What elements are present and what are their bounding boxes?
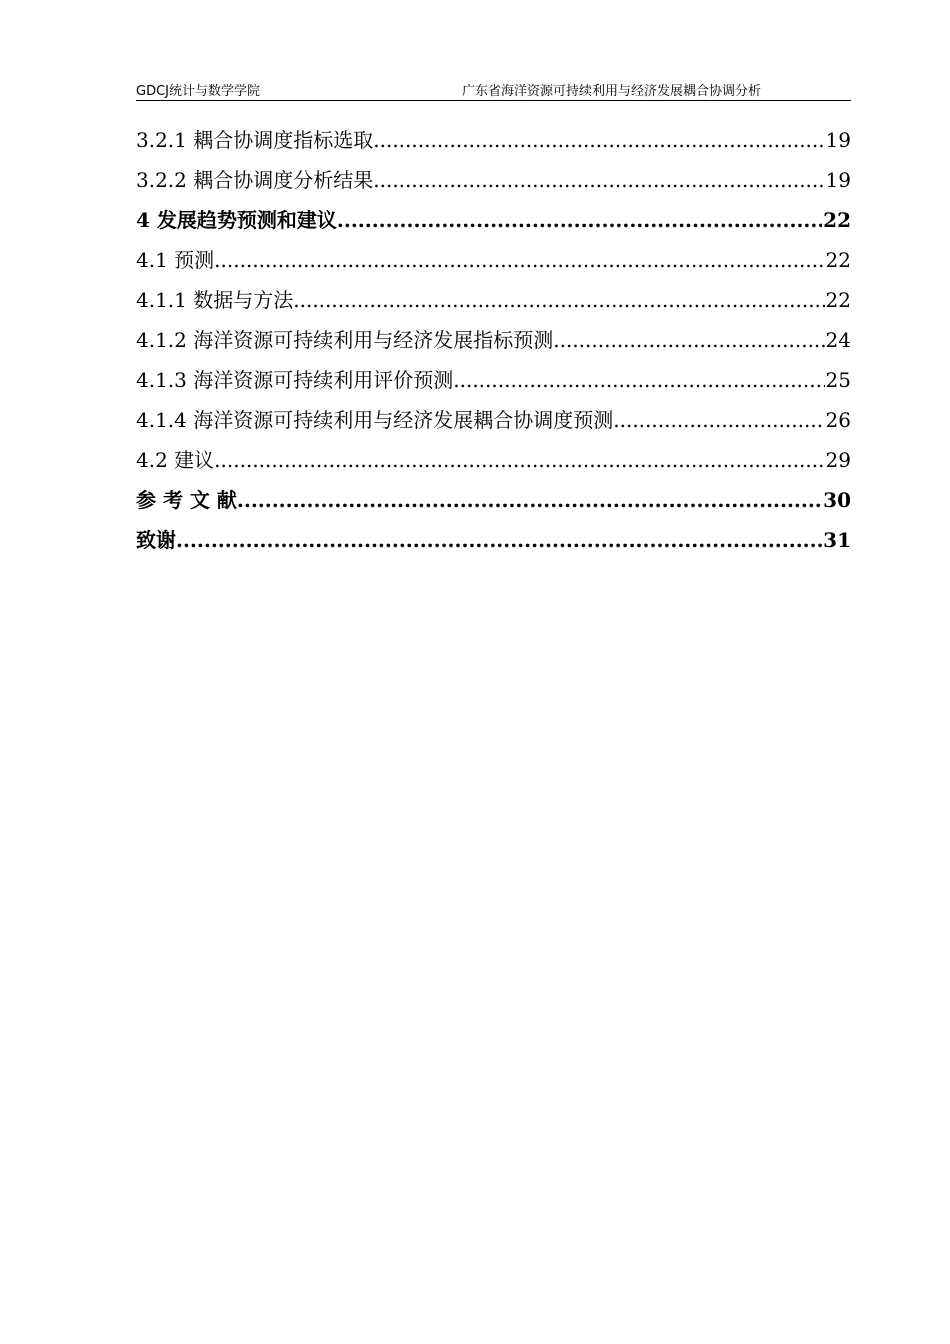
toc-dot-leader [237, 480, 822, 520]
toc-entry-title: 4 发展趋势预测和建议 [136, 208, 337, 232]
toc-entry-3-2-2[interactable] [136, 160, 851, 200]
toc-dot-leader [214, 240, 824, 280]
toc-entry-4-2[interactable] [136, 440, 851, 480]
toc-page-number: 24 [825, 328, 851, 352]
toc-entry-acknowledgements[interactable] [136, 520, 851, 560]
toc-entry-title: 4.2 建议 [136, 448, 215, 472]
toc-page-number: 31 [823, 528, 851, 552]
header-institution: GDCJ统计与数学学院 [136, 84, 260, 99]
toc-entry-title: 4.1.2 海洋资源可持续利用与经济发展指标预测 [136, 328, 554, 352]
toc-dot-leader [453, 360, 824, 400]
toc-dot-leader [176, 520, 822, 560]
toc-entry-4[interactable] [136, 200, 851, 240]
table-of-contents [136, 120, 851, 560]
toc-page-number: 19 [825, 128, 851, 152]
toc-entry-title: 3.2.1 耦合协调度指标选取 [136, 128, 374, 152]
toc-entry-title: 4.1.3 海洋资源可持续利用评价预测 [136, 368, 454, 392]
toc-entry-title: 4.1.1 数据与方法 [136, 288, 294, 312]
toc-entry-4-1-3[interactable] [136, 360, 851, 400]
toc-entry-4-1-4[interactable] [136, 400, 851, 440]
toc-dot-leader [337, 200, 822, 240]
toc-dot-leader [214, 440, 824, 480]
toc-entry-3-2-1[interactable] [136, 120, 851, 160]
toc-page-number: 30 [823, 488, 851, 512]
toc-entry-4-1-1[interactable] [136, 280, 851, 320]
toc-page-number: 19 [825, 168, 851, 192]
toc-dot-leader [373, 120, 824, 160]
toc-dot-leader [553, 320, 824, 360]
toc-page-number: 25 [825, 368, 851, 392]
toc-entry-title: 参 考 文 献 [136, 488, 237, 512]
toc-dot-leader [373, 160, 824, 200]
toc-page-number: 22 [825, 288, 851, 312]
toc-dot-leader [293, 280, 824, 320]
toc-entry-4-1[interactable] [136, 240, 851, 280]
toc-dot-leader [613, 400, 824, 440]
header-document-title: 广东省海洋资源可持续利用与经济发展耦合协调分析 [462, 84, 762, 99]
toc-entry-title: 4.1.4 海洋资源可持续利用与经济发展耦合协调度预测 [136, 408, 614, 432]
toc-page-number: 29 [825, 448, 851, 472]
toc-page-number: 22 [823, 208, 851, 232]
toc-entry-references[interactable] [136, 480, 851, 520]
toc-page-number: 26 [825, 408, 851, 432]
toc-entry-4-1-2[interactable] [136, 320, 851, 360]
toc-entry-title: 3.2.2 耦合协调度分析结果 [136, 168, 374, 192]
toc-page-number: 22 [825, 248, 851, 272]
page-header [136, 78, 851, 101]
toc-entry-title: 致谢 [136, 528, 176, 552]
toc-entry-title: 4.1 预测 [136, 248, 215, 272]
